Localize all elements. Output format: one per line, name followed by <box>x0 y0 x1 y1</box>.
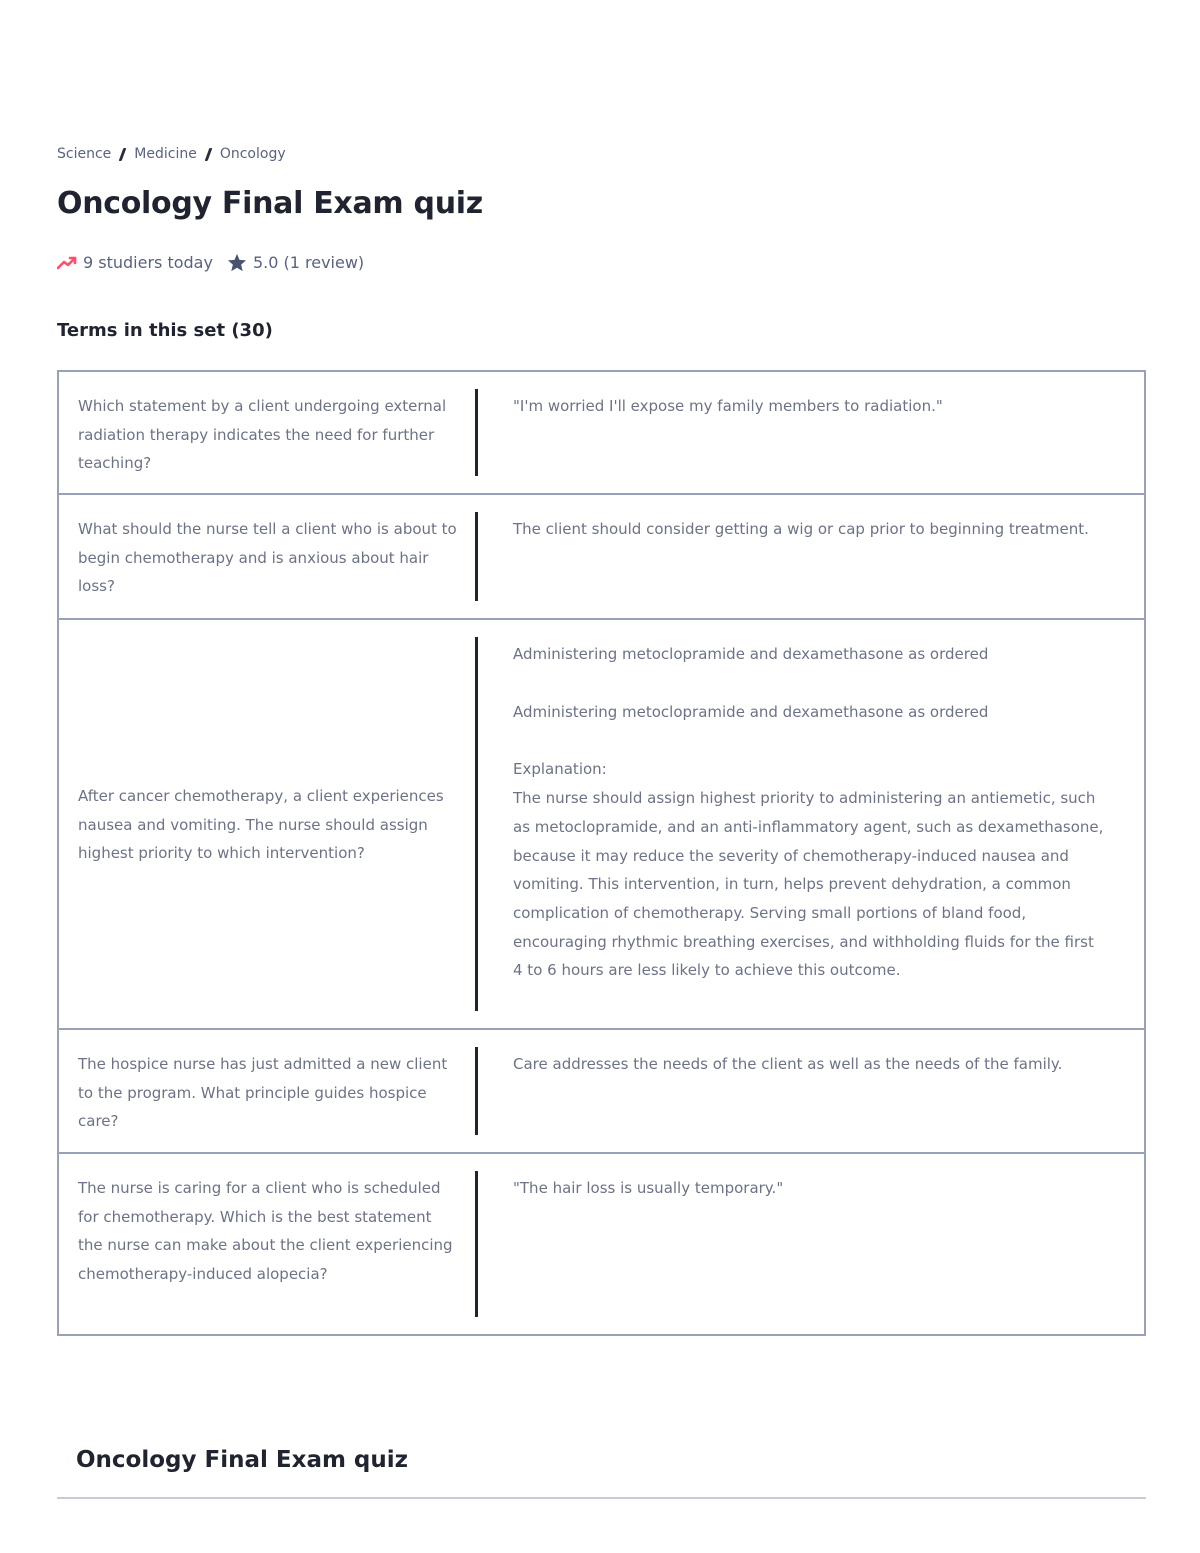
term-text: The nurse is caring for a client who is scheduled for chemotherapy. Which is the best statement the nurse can make about the client experiencing chemotherapy-induced alopecia? <box>78 1179 453 1284</box>
terms-heading: Terms in this set (30) <box>57 320 273 341</box>
breadcrumb-oncology[interactable]: Oncology <box>219 146 286 162</box>
definition-text <box>478 1030 1144 1152</box>
set-stats <box>57 253 364 272</box>
definition-text <box>478 1154 1144 1334</box>
definition-line: Administering metoclopramide and dexamethasone as ordered <box>513 645 989 663</box>
breadcrumb-science[interactable]: Science <box>57 146 112 162</box>
rating-text: 5.0 (1 review) <box>252 253 365 272</box>
page-title: Oncology Final Exam quiz <box>57 186 483 221</box>
breadcrumb-separator <box>204 148 212 161</box>
term-card[interactable] <box>57 370 1146 495</box>
breadcrumb-medicine[interactable]: Medicine <box>134 146 197 162</box>
definition-line: The client should consider getting a wig or cap prior to beginning treatment. <box>513 520 1089 538</box>
explanation-text: The nurse should assign highest priority to administering an antiemetic, such as metoclopramide, and an anti-inflammatory agent, such as dexamethasone, because it may reduce the severity of chemotherapy-induced nausea and vomiting. This intervention, in turn, helps prevent dehydration, a common complication of chemotherapy. Serving small portions of bland food, encouraging rhythmic breathing exercises, and withholding fluids for the first 4 to 6 hours are less likely to achieve this outcome. <box>513 789 1104 980</box>
term-text: Which statement by a client undergoing external radiation therapy indicates the need for further teaching? <box>78 397 447 473</box>
term-text: After cancer chemotherapy, a client experiences nausea and vomiting. The nurse should assign highest priority to which intervention? <box>78 786 444 863</box>
definition-line: "I'm worried I'll expose my family members to radiation." <box>513 397 943 415</box>
term-card[interactable] <box>57 618 1146 1030</box>
term-text: What should the nurse tell a client who is about to begin chemotherapy and is anxious about hair loss? <box>78 520 457 596</box>
term-text: The hospice nurse has just admitted a new client to the program. What principle guides hospice care? <box>78 1055 448 1131</box>
definition-text <box>478 495 1144 618</box>
definition-line: Care addresses the needs of the client as well as the needs of the family. <box>513 1055 1063 1073</box>
star-icon <box>227 253 247 272</box>
term-card[interactable] <box>57 1152 1146 1336</box>
definition-text <box>478 372 1144 493</box>
trending-icon <box>57 256 77 270</box>
explanation-label: Explanation: <box>513 760 607 779</box>
definition-text <box>478 620 1144 1028</box>
term-card[interactable] <box>57 1028 1146 1154</box>
definition-line: Administering metoclopramide and dexamethasone as ordered <box>513 702 989 721</box>
terms-list <box>57 370 1146 1336</box>
rating-stat[interactable] <box>227 253 364 272</box>
term-card[interactable] <box>57 493 1146 620</box>
breadcrumb-separator <box>119 148 127 161</box>
studiers-count: 9 studiers today <box>83 253 213 272</box>
footer-title: Oncology Final Exam quiz <box>76 1447 409 1473</box>
footer-divider <box>57 1497 1146 1499</box>
studiers-stat <box>57 253 213 272</box>
definition-line: "The hair loss is usually temporary." <box>513 1179 784 1197</box>
breadcrumb <box>57 146 286 162</box>
